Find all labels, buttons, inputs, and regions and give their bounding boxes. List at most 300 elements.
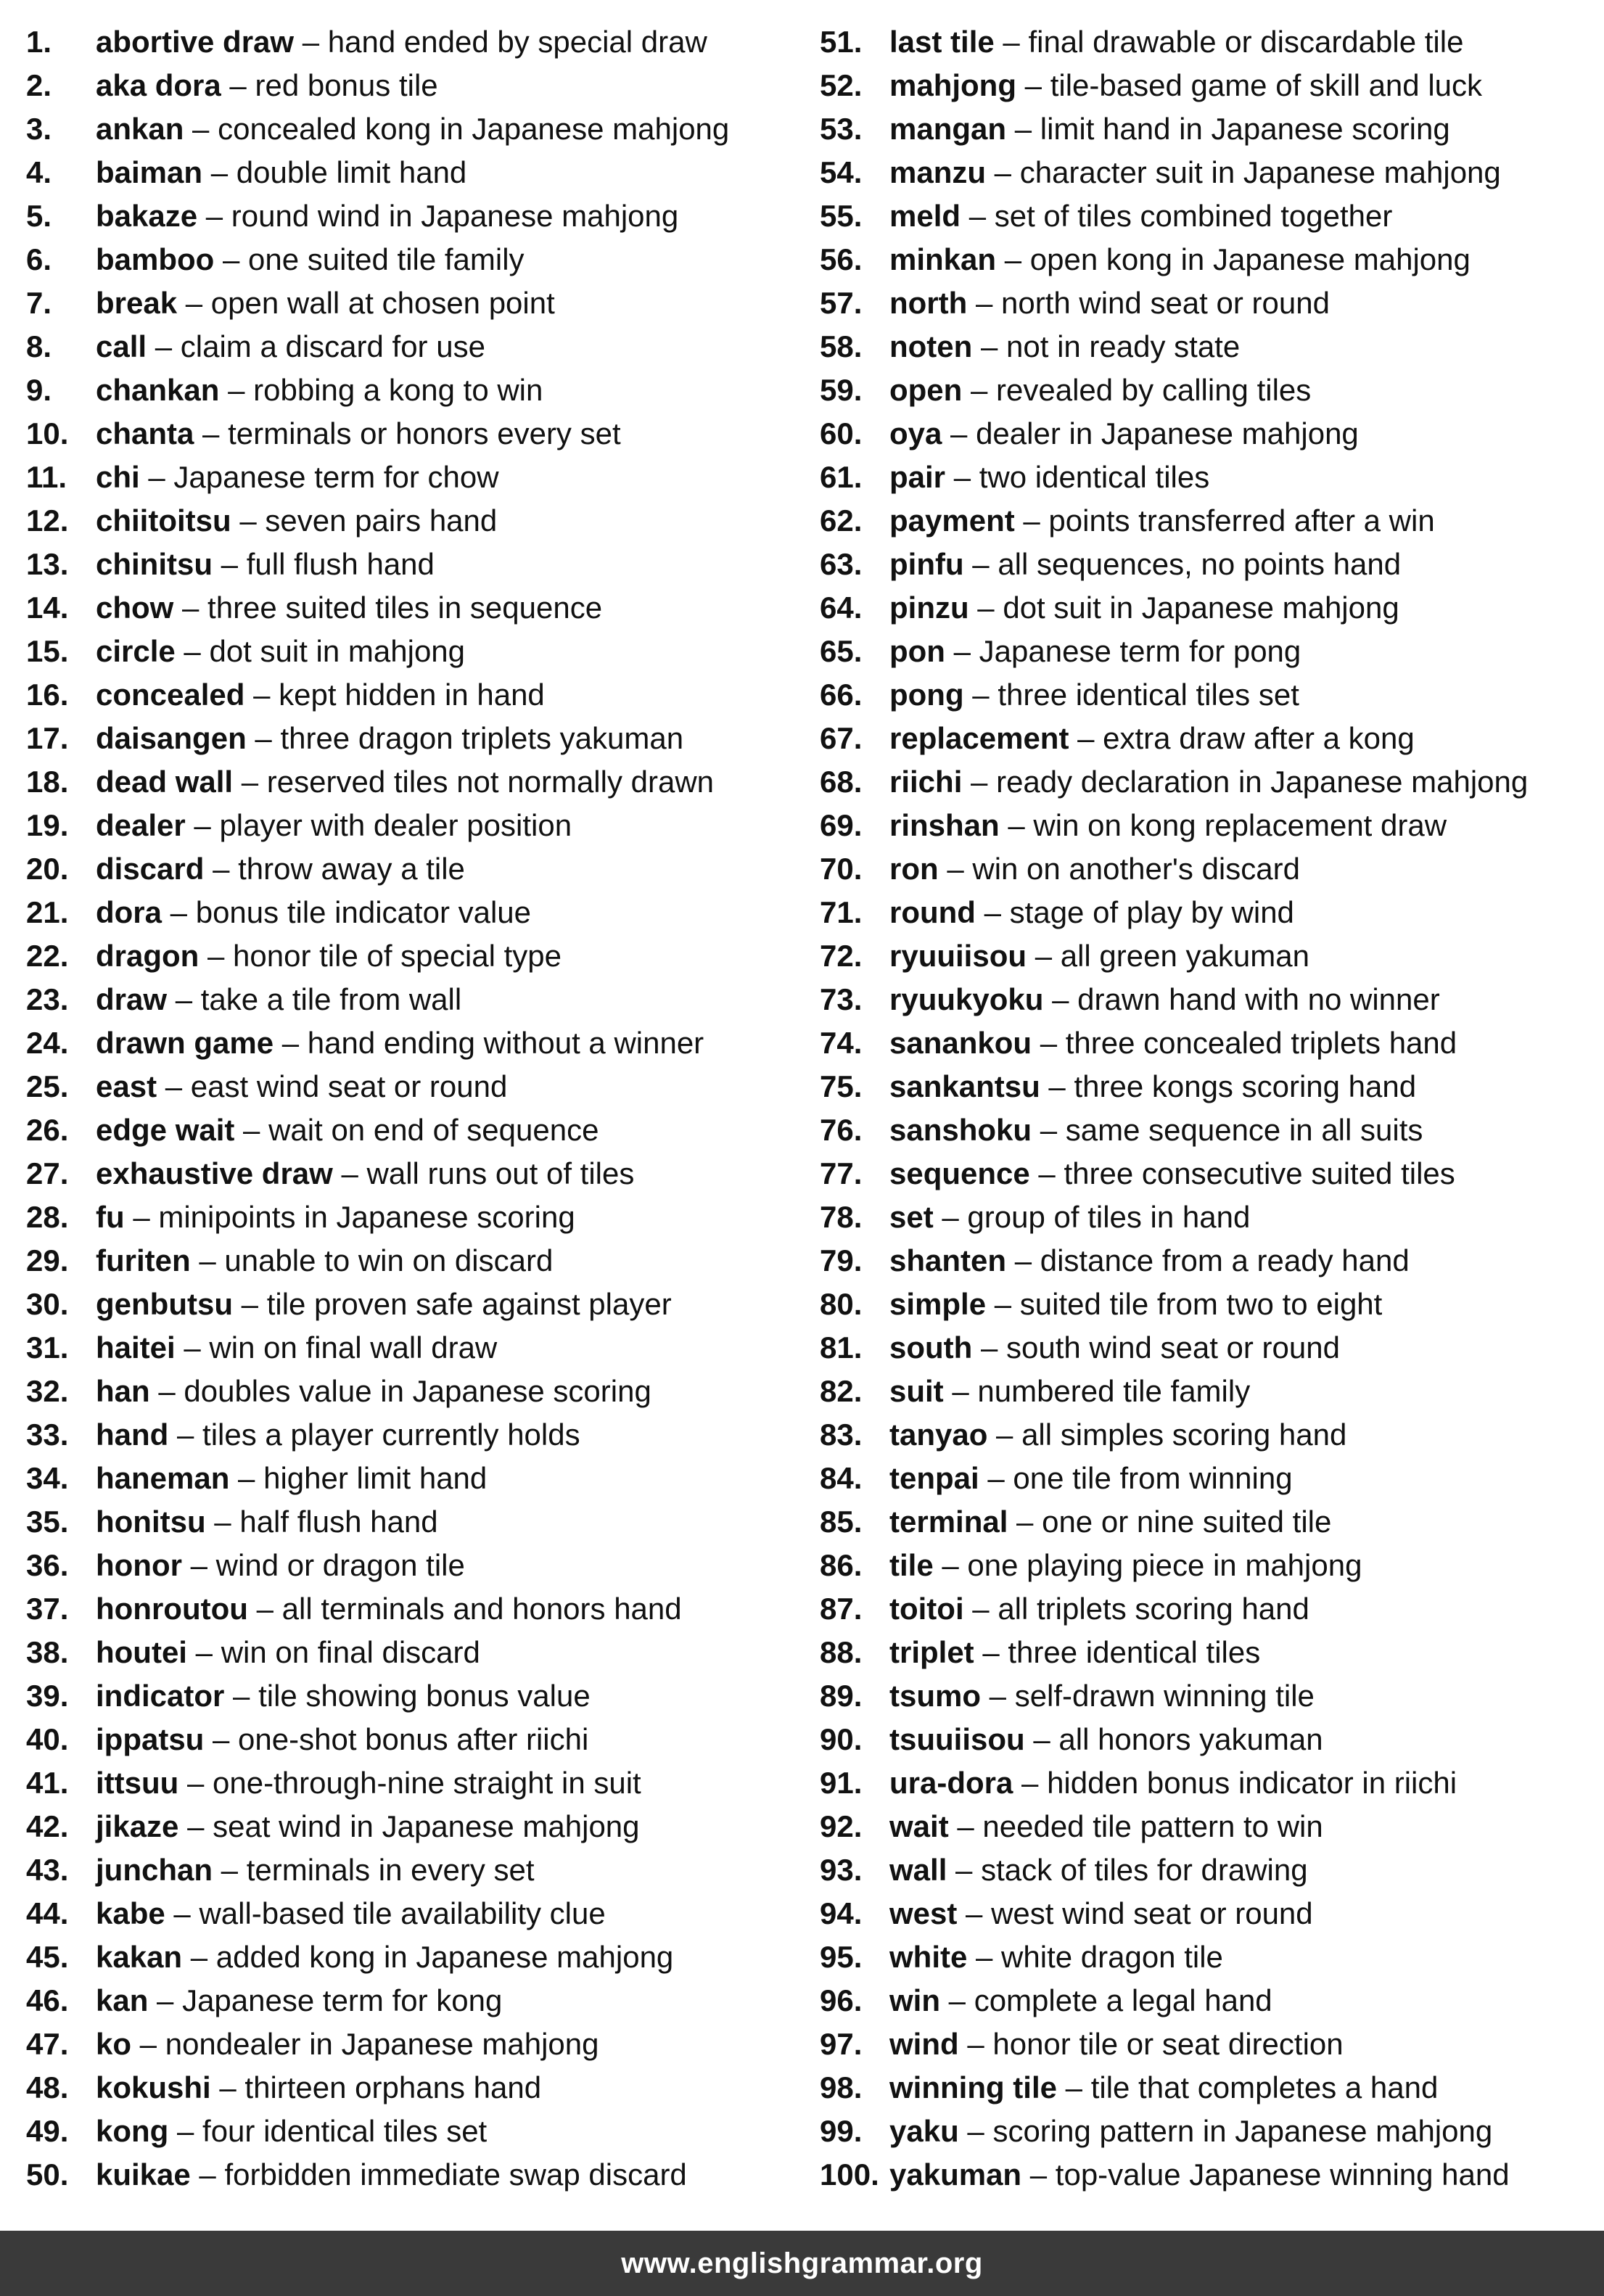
glossary-entry: [26, 1108, 795, 1152]
entry-number: 71.: [820, 895, 863, 929]
entry-separator: –: [204, 1722, 239, 1756]
entry-separator: –: [972, 329, 1007, 363]
entry-number: 61.: [820, 460, 863, 494]
entry-separator: –: [1021, 2157, 1056, 2192]
entry-term: minkan: [889, 242, 997, 276]
entry-number: 12.: [26, 503, 69, 538]
entry-separator: –: [1043, 982, 1078, 1016]
entry-definition: wall-based tile availability clue: [199, 1896, 606, 1930]
entry-number: 46.: [26, 1983, 69, 2017]
entry-term: ippatsu: [96, 1722, 205, 1756]
glossary-entry: [26, 1370, 795, 1413]
entry-number: 66.: [820, 678, 863, 712]
entry-number: 99.: [820, 2114, 863, 2148]
glossary-entry: [820, 934, 1589, 978]
entry-term: white: [889, 1940, 968, 1974]
glossary-entry: [26, 151, 795, 194]
entry-term: payment: [889, 503, 1015, 538]
entry-term: genbutsu: [96, 1287, 233, 1321]
entry-definition: win on final wall draw: [209, 1330, 498, 1365]
entry-term: replacement: [889, 721, 1069, 755]
glossary-entry: [820, 586, 1589, 630]
entry-separator: –: [202, 155, 237, 189]
entry-definition: distance from a ready hand: [1040, 1243, 1410, 1277]
entry-separator: –: [967, 286, 1001, 320]
entry-term: break: [96, 286, 178, 320]
glossary-entry: [26, 1979, 795, 2023]
entry-number: 91.: [820, 1766, 863, 1800]
entry-number: 6.: [26, 242, 52, 276]
entry-definition: tile that completes a hand: [1090, 2070, 1439, 2104]
glossary-entry: [26, 107, 795, 151]
glossary-entry: [26, 1718, 795, 1761]
entry-definition: numbered tile family: [977, 1374, 1251, 1408]
glossary-entry: [820, 1500, 1589, 1544]
entry-definition: complete a legal hand: [974, 1983, 1272, 2017]
entry-number: 39.: [26, 1679, 69, 1713]
glossary-entry: [820, 456, 1589, 499]
entry-definition: reserved tiles not normally drawn: [266, 765, 715, 799]
entry-number: 78.: [820, 1200, 863, 1234]
entry-number: 14.: [26, 591, 69, 625]
entry-number: 29.: [26, 1243, 69, 1277]
entry-term: kabe: [96, 1896, 165, 1930]
entry-number: 62.: [820, 503, 863, 538]
entry-separator: –: [229, 1461, 264, 1495]
entry-term: shanten: [889, 1243, 1007, 1277]
entry-separator: –: [975, 895, 1010, 929]
entry-number: 58.: [820, 329, 863, 363]
glossary-entry: [26, 1021, 795, 1065]
entry-definition: three concealed triplets hand: [1065, 1026, 1457, 1060]
entry-term: ko: [96, 2027, 132, 2061]
entry-separator: –: [994, 25, 1029, 59]
entry-separator: –: [1014, 503, 1049, 538]
entry-separator: –: [996, 242, 1030, 276]
glossary-entry: [820, 369, 1589, 412]
entry-separator: –: [933, 1548, 968, 1582]
entry-number: 98.: [820, 2070, 863, 2104]
entry-term: edge wait: [96, 1113, 235, 1147]
entry-separator: –: [162, 895, 196, 929]
entry-separator: –: [986, 155, 1020, 189]
entry-number: 23.: [26, 982, 69, 1016]
entry-term: ron: [889, 852, 939, 886]
entry-term: haitei: [96, 1330, 176, 1365]
entry-number: 13.: [26, 547, 69, 581]
entry-separator: –: [1006, 112, 1040, 146]
entry-separator: –: [1027, 939, 1061, 973]
glossary-entry: [26, 1065, 795, 1108]
entry-definition: half flush hand: [239, 1505, 438, 1539]
entry-separator: –: [332, 1156, 367, 1190]
entry-separator: –: [184, 112, 218, 146]
entry-number: 33.: [26, 1417, 69, 1452]
glossary-entry: [820, 1152, 1589, 1196]
entry-definition: claim a discard for use: [180, 329, 485, 363]
glossary-entry: [820, 20, 1589, 64]
glossary-entry: [26, 1413, 795, 1457]
entry-separator: –: [958, 2027, 993, 2061]
entry-number: 3.: [26, 112, 52, 146]
entry-separator: –: [204, 852, 239, 886]
entry-definition: three kongs scoring hand: [1074, 1069, 1417, 1103]
entry-number: 63.: [820, 547, 863, 581]
entry-definition: self-drawn winning tile: [1014, 1679, 1315, 1713]
glossary-entry: [26, 847, 795, 891]
entry-separator: –: [190, 1243, 225, 1277]
entry-number: 15.: [26, 634, 69, 668]
entry-separator: –: [175, 1330, 210, 1365]
entry-term: kong: [96, 2114, 169, 2148]
entry-separator: –: [967, 1940, 1002, 1974]
entry-term: junchan: [96, 1853, 213, 1887]
entry-term: chankan: [96, 373, 220, 407]
glossary-entry: [26, 1239, 795, 1283]
entry-definition: Japanese term for pong: [979, 634, 1301, 668]
glossary-entry: [820, 1283, 1589, 1326]
entry-term: win: [889, 1983, 940, 2017]
glossary-entry: [26, 2023, 795, 2066]
entry-definition: tile-based game of skill and luck: [1050, 68, 1483, 102]
entry-definition: revealed by calling tiles: [996, 373, 1312, 407]
entry-separator: –: [167, 982, 201, 1016]
entry-separator: –: [945, 460, 979, 494]
entry-number: 70.: [820, 852, 863, 886]
glossary-entry: [26, 238, 795, 281]
entry-number: 32.: [26, 1374, 69, 1408]
entry-term: pinzu: [889, 591, 969, 625]
entry-separator: –: [1056, 2070, 1091, 2104]
entry-separator: –: [1006, 1243, 1040, 1277]
entry-separator: –: [962, 373, 997, 407]
entry-number: 83.: [820, 1417, 863, 1452]
entry-definition: scoring pattern in Japanese mahjong: [992, 2114, 1493, 2148]
entry-number: 44.: [26, 1896, 69, 1930]
entry-number: 20.: [26, 852, 69, 886]
entry-definition: three dragon triplets yakuman: [280, 721, 684, 755]
entry-term: bakaze: [96, 199, 198, 233]
entry-separator: –: [1024, 1722, 1059, 1756]
glossary-entry: [820, 1239, 1589, 1283]
entry-term: haneman: [96, 1461, 230, 1495]
entry-term: wind: [889, 2027, 959, 2061]
entry-separator: –: [177, 286, 211, 320]
entry-separator: –: [232, 1287, 267, 1321]
entry-term: sanankou: [889, 1026, 1032, 1060]
entry-definition: north wind seat or round: [1001, 286, 1330, 320]
entry-term: triplet: [889, 1635, 974, 1669]
glossary-entry: [820, 1805, 1589, 1848]
entry-definition: round wind in Japanese mahjong: [231, 199, 679, 233]
entry-definition: two identical tiles: [979, 460, 1210, 494]
entry-separator: –: [963, 678, 998, 712]
entry-term: baiman: [96, 155, 203, 189]
entry-term: ryuuiisou: [889, 939, 1027, 973]
entry-separator: –: [219, 373, 254, 407]
entry-separator: –: [1013, 1766, 1048, 1800]
glossary-entry: [820, 847, 1589, 891]
entry-term: toitoi: [889, 1592, 964, 1626]
entry-separator: –: [933, 1200, 968, 1234]
glossary-entry: [820, 64, 1589, 107]
entry-definition: three suited tiles in sequence: [207, 591, 603, 625]
entry-term: east: [96, 1069, 157, 1103]
entry-number: 26.: [26, 1113, 69, 1147]
entry-separator: –: [178, 1766, 213, 1800]
entry-separator: –: [124, 1200, 159, 1234]
glossary-entry: [26, 64, 795, 107]
entry-term: draw: [96, 982, 168, 1016]
entry-definition: all triplets scoring hand: [998, 1592, 1309, 1626]
glossary-entry: [26, 586, 795, 630]
glossary-entry: [26, 804, 795, 847]
entry-definition: red bonus tile: [255, 68, 438, 102]
entry-definition: four identical tiles set: [202, 2114, 488, 2148]
entry-definition: added kong in Japanese mahjong: [215, 1940, 674, 1974]
entry-term: chanta: [96, 416, 194, 450]
site-footer: [0, 2231, 1604, 2296]
entry-term: honitsu: [96, 1505, 206, 1539]
glossary-entry: [26, 1848, 795, 1892]
entry-term: abortive draw: [96, 25, 295, 59]
entry-separator: –: [181, 1548, 216, 1582]
entry-separator: –: [938, 852, 973, 886]
entry-definition: dot suit in Japanese mahjong: [1003, 591, 1399, 625]
entry-number: 2.: [26, 68, 52, 102]
entry-definition: one-through-nine straight in suit: [213, 1766, 641, 1800]
entry-number: 49.: [26, 2114, 69, 2148]
entry-definition: open kong in Japanese mahjong: [1029, 242, 1471, 276]
entry-separator: –: [987, 1417, 1022, 1452]
entry-number: 90.: [820, 1722, 863, 1756]
entry-number: 85.: [820, 1505, 863, 1539]
glossary-entry: [26, 1587, 795, 1631]
entry-term: bamboo: [96, 242, 215, 276]
glossary-entry: [820, 630, 1589, 673]
entry-term: winning tile: [889, 2070, 1057, 2104]
entry-definition: set of tiles combined together: [994, 199, 1393, 233]
glossary-right-column: [820, 20, 1589, 2197]
entry-number: 57.: [820, 286, 863, 320]
entry-number: 73.: [820, 982, 863, 1016]
entry-number: 24.: [26, 1026, 69, 1060]
entry-term: chow: [96, 591, 174, 625]
entry-term: meld: [889, 199, 961, 233]
glossary-entry: [820, 1892, 1589, 1935]
glossary-entry: [820, 2153, 1589, 2197]
entry-term: kan: [96, 1983, 149, 2017]
glossary-entry: [820, 238, 1589, 281]
glossary-entry: [820, 1544, 1589, 1587]
entry-separator: –: [945, 634, 979, 668]
entry-term: mangan: [889, 112, 1007, 146]
entry-definition: three consecutive suited tiles: [1064, 1156, 1455, 1190]
glossary-entry: [820, 499, 1589, 543]
glossary-entry: [820, 1065, 1589, 1108]
entry-term: chi: [96, 460, 140, 494]
entry-term: drawn game: [96, 1026, 274, 1060]
entry-number: 45.: [26, 1940, 69, 1974]
glossary-entry: [26, 1500, 795, 1544]
glossary-entry: [26, 543, 795, 586]
entry-term: exhaustive draw: [96, 1156, 333, 1190]
entry-definition: throw away a tile: [238, 852, 465, 886]
entry-definition: terminals or honors every set: [228, 416, 621, 450]
entry-number: 38.: [26, 1635, 69, 1669]
glossary-left-column: [26, 20, 795, 2197]
footer-url[interactable]: www.englishgrammar.org: [621, 2247, 983, 2279]
entry-definition: dot suit in mahjong: [209, 634, 466, 668]
glossary-entry: [820, 1674, 1589, 1718]
entry-separator: –: [974, 1635, 1008, 1669]
entry-term: ura-dora: [889, 1766, 1013, 1800]
entry-term: dora: [96, 895, 163, 929]
entry-number: 72.: [820, 939, 863, 973]
entry-definition: wall runs out of tiles: [366, 1156, 635, 1190]
glossary-entry: [26, 1544, 795, 1587]
entry-term: pair: [889, 460, 946, 494]
entry-definition: seven pairs hand: [265, 503, 498, 538]
glossary-entry: [820, 891, 1589, 934]
entry-definition: doubles value in Japanese scoring: [184, 1374, 651, 1408]
glossary-entry: [26, 630, 795, 673]
entry-number: 25.: [26, 1069, 69, 1103]
entry-number: 68.: [820, 765, 863, 799]
entry-separator: –: [942, 416, 976, 450]
glossary-entry: [820, 1848, 1589, 1892]
entry-term: dragon: [96, 939, 200, 973]
entry-term: discard: [96, 852, 205, 886]
glossary-entry: [26, 1457, 795, 1500]
glossary-entry: [26, 412, 795, 456]
entry-term: pinfu: [889, 547, 964, 581]
entry-term: simple: [889, 1287, 987, 1321]
entry-definition: three identical tiles: [1008, 1635, 1261, 1669]
entry-term: kakan: [96, 1940, 183, 1974]
entry-number: 40.: [26, 1722, 69, 1756]
entry-definition: not in ready state: [1006, 329, 1241, 363]
glossary-entry: [26, 456, 795, 499]
entry-definition: win on kong replacement draw: [1033, 808, 1447, 842]
entry-separator: –: [178, 1809, 213, 1843]
entry-term: ittsuu: [96, 1766, 179, 1800]
glossary-entry: [26, 281, 795, 325]
entry-definition: unable to win on discard: [224, 1243, 554, 1277]
entry-separator: –: [246, 721, 281, 755]
glossary-entry: [820, 1196, 1589, 1239]
entry-separator: –: [182, 1940, 216, 1974]
glossary-entry: [26, 1326, 795, 1370]
entry-definition: player with dealer position: [219, 808, 572, 842]
entry-number: 50.: [26, 2157, 69, 2192]
entry-number: 93.: [820, 1853, 863, 1887]
entry-definition: extra draw after a kong: [1103, 721, 1415, 755]
entry-term: dealer: [96, 808, 186, 842]
entry-separator: –: [149, 1374, 184, 1408]
entry-term: jikaze: [96, 1809, 179, 1843]
entry-separator: –: [957, 1896, 992, 1930]
entry-number: 79.: [820, 1243, 863, 1277]
glossary-entry: [820, 107, 1589, 151]
entry-definition: double limit hand: [236, 155, 467, 189]
entry-separator: –: [224, 1679, 259, 1713]
glossary-entry: [26, 1935, 795, 1979]
entry-definition: seat wind in Japanese mahjong: [213, 1809, 640, 1843]
entry-number: 22.: [26, 939, 69, 973]
entry-definition: east wind seat or round: [190, 1069, 508, 1103]
entry-definition: honor tile of special type: [233, 939, 562, 973]
entry-separator: –: [186, 1635, 221, 1669]
entry-number: 86.: [820, 1548, 863, 1582]
glossary-entry: [820, 1457, 1589, 1500]
entry-definition: wind or dragon tile: [215, 1548, 465, 1582]
entry-definition: top-value Japanese winning hand: [1055, 2157, 1510, 2192]
entry-number: 11.: [26, 460, 67, 494]
entry-number: 95.: [820, 1940, 863, 1974]
entry-number: 27.: [26, 1156, 69, 1190]
glossary-entry: [26, 760, 795, 804]
entry-term: tanyao: [889, 1417, 988, 1452]
entry-number: 1.: [26, 25, 52, 59]
entry-number: 54.: [820, 155, 863, 189]
entry-number: 47.: [26, 2027, 69, 2061]
entry-separator: –: [986, 1287, 1020, 1321]
entry-definition: concealed kong in Japanese mahjong: [218, 112, 730, 146]
entry-definition: group of tiles in hand: [967, 1200, 1251, 1234]
entry-term: daisangen: [96, 721, 247, 755]
entry-term: set: [889, 1200, 934, 1234]
glossary-entry: [820, 1108, 1589, 1152]
entry-number: 42.: [26, 1809, 69, 1843]
glossary-entry: [26, 325, 795, 369]
entry-term: tsumo: [889, 1679, 981, 1713]
entry-term: wait: [889, 1809, 949, 1843]
entry-separator: –: [1040, 1069, 1074, 1103]
glossary-entry: [26, 717, 795, 760]
entry-definition: one or nine suited tile: [1042, 1505, 1332, 1539]
entry-separator: –: [963, 547, 998, 581]
entry-separator: –: [175, 634, 210, 668]
glossary-entry: [820, 1718, 1589, 1761]
entry-number: 37.: [26, 1592, 69, 1626]
entry-separator: –: [943, 1374, 978, 1408]
entry-definition: dealer in Japanese mahjong: [976, 416, 1359, 450]
entry-number: 48.: [26, 2070, 69, 2104]
entry-definition: tile showing bonus value: [258, 1679, 591, 1713]
entry-number: 94.: [820, 1896, 863, 1930]
entry-definition: all sequences, no points hand: [998, 547, 1402, 581]
entry-number: 59.: [820, 373, 863, 407]
glossary-entry: [820, 760, 1589, 804]
entry-separator: –: [1029, 1156, 1064, 1190]
entry-number: 7.: [26, 286, 52, 320]
entry-term: wall: [889, 1853, 947, 1887]
entry-term: mahjong: [889, 68, 1016, 102]
entry-separator: –: [231, 503, 266, 538]
glossary-entry: [820, 1413, 1589, 1457]
glossary-entry: [26, 1631, 795, 1674]
entry-separator: –: [948, 1809, 983, 1843]
entry-term: north: [889, 286, 968, 320]
glossary-entry: [820, 1761, 1589, 1805]
entry-separator: –: [131, 2027, 165, 2061]
glossary-entry: [820, 1631, 1589, 1674]
entry-separator: –: [190, 2157, 225, 2192]
entry-term: noten: [889, 329, 973, 363]
entry-separator: –: [139, 460, 174, 494]
entry-term: indicator: [96, 1679, 225, 1713]
